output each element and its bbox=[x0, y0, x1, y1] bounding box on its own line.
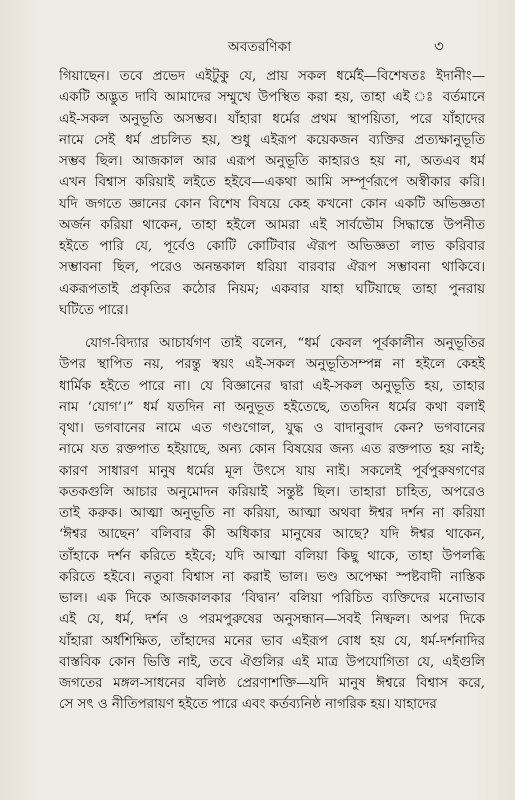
text-line: সম্ভব ছিল। আজকাল আর এরূপ অনুভূতি কাহারও হয় না, অতএব ধর্ম bbox=[59, 154, 485, 169]
body-text bbox=[59, 66, 485, 716]
text-line: যদি জগতে জ্ঞানের কোন বিশেষ বিষয়ে কেহ কখনো কোন একটি অভিজ্ঞতা bbox=[59, 196, 485, 212]
paragraph-gap bbox=[59, 321, 485, 333]
text-line: তাঁহাকে দর্শন করিতে হইবে; যদি আত্মা বলিয়া কিছু থাকে, তাহা উপলব্ধি bbox=[59, 548, 485, 564]
text-line: গিয়াছেন। তবে প্রভেদ এইটুকু যে, প্রায় সকল ধর্মেই—বিশেষতঃ ইদানীং— bbox=[59, 69, 485, 84]
paragraph bbox=[59, 333, 485, 716]
text-line: তাই করুক। আত্মা অনুভূতি না করিয়া, আত্মা অথবা ঈশ্বর দর্শন না করিয়া bbox=[59, 506, 485, 521]
text-line: সম্ভাবনা ছিল, পরেও অনন্তকাল ধরিয়া বারবার ঐরূপ সম্ভাবনা থাকিবে। bbox=[59, 260, 485, 276]
text-line: জগতের মঙ্গল-সাধনের বলিষ্ঠ প্রেরণাশক্তি—যদি মানুষ ঈশ্বরে বিশ্বাস করে, bbox=[59, 676, 485, 691]
text-line: এখন বিশ্বাস করিয়াই লইতে হইবে—একথা আমি সম্পূর্ণরূপে অস্বীকার করি। bbox=[59, 175, 485, 191]
running-head: অবতরণিকা bbox=[228, 39, 292, 55]
text-line: হইতে পারি যে, পূর্বেও কোটি কোটিবার ঐরূপ অভিজ্ঞতা লাভ করিবার bbox=[59, 239, 485, 254]
text-line: কারণ সাধারণ মানুষ ধর্মের মূল উৎসে যায় নাই। সকলেই পূর্বপুরুষগণের bbox=[59, 463, 485, 479]
text-line: ঘটিতে পারে। bbox=[59, 302, 129, 318]
text-line: অর্জন করিয়া থাকেন, তাহা হইলে আমরা এই সার্বভৌম সিদ্ধান্তে উপনীত bbox=[59, 217, 485, 233]
text-line: কতকগুলি আচার অনুমোদন করিয়াই সন্তুষ্ট ছিল। তাহারা চাহিত, অপরেও bbox=[59, 484, 485, 500]
text-line: সে সৎ ও নীতিপরায়ণ হইতে পারে এবং কর্তব্যনিষ্ঠ নাগরিক হয়। যাহাদের bbox=[59, 697, 437, 713]
page-number: ৩ bbox=[434, 37, 444, 55]
text-line: যাঁহারা অর্ধশিক্ষিত, তাঁহাদের মনের ভাব এইরূপ বোধ হয় যে, ধর্ম-দর্শনাদির bbox=[59, 633, 485, 649]
text-line: এই-সকল অনুভূতি অসম্ভব। যাঁহারা ধর্মের প্রথম স্থাপয়িতা, পরে যাঁহাদের bbox=[59, 111, 485, 127]
text-line: নাম ‘যোগ’।” ধর্ম যতদিন না অনুভূত হইতেছে, ততদিন ধর্মের কথা বলাই bbox=[59, 399, 485, 415]
text-line: নামে সেই ধর্ম প্রচলিত হয়, শুধু এইরূপ কয়েকজন ব্যক্তির প্রত্যক্ষানুভূতি bbox=[59, 132, 485, 148]
text-line: ধার্মিক হইতে পারে না। যে বিজ্ঞানের দ্বারা এই-সকল অনুভূতি হয়, তাহার bbox=[59, 378, 485, 394]
paragraph bbox=[59, 66, 485, 321]
text-line: ভাল। এক দিকে আজকালকার ‘বিদ্বান’ বলিয়া পরিচিত ব্যক্তিদের মনোভাব bbox=[59, 591, 485, 606]
text-line: করিতে হইবে। নতুবা বিশ্বাস না করাই ভাল। ভণ্ড অপেক্ষা স্পষ্টবাদী নাস্তিক bbox=[59, 569, 485, 585]
text-line: একটি অদ্ভুত দাবি আমাদের সম্মুখে উপস্থিত করা হয়, তাহা এই ঃ বর্তমানে bbox=[59, 90, 485, 106]
text-line: একরূপতাই প্রকৃতির কঠোর নিয়ম; একবার যাহা ঘটিয়াছে তাহা পুনরায় bbox=[59, 281, 485, 297]
page-header bbox=[0, 36, 515, 58]
text-line: বৃথা। ভগবানের নামে এত গণ্ডগোল, যুদ্ধ ও বাদানুবাদ কেন? ভগবানের bbox=[59, 421, 485, 436]
text-line: যোগ-বিদ্যার আচার্যগণ তাই বলেন, “ধর্ম কেবল পূর্বকালীন অনুভূতির bbox=[85, 336, 485, 351]
text-line: উপর স্থাপিত নয়, পরন্তু স্বয়ং এই-সকল অনুভূতিসম্পন্ন না হইলে কেহই bbox=[59, 357, 485, 373]
text-line: নামে যত রক্তপাত হইয়াছে, অন্য কোন বিষয়ের জন্য এত রক্তপাত হয় নাই; bbox=[59, 442, 485, 458]
text-line: এই যে, ধর্ম, দর্শন ও পরমপুরুষের অনুসন্ধান—সবই নিষ্ফল। অপর দিকে bbox=[59, 612, 485, 628]
text-line: বাস্তবিক কোন ভিত্তি নাই, তবে ঐগুলির এই মাত্র উপযোগিতা যে, এইগুলি bbox=[59, 654, 485, 670]
text-line: ‘ঈশ্বর আছেন’ বলিবার কী অধিকার মানুষের আছে? যদি ঈশ্বর থাকেন, bbox=[59, 527, 485, 543]
